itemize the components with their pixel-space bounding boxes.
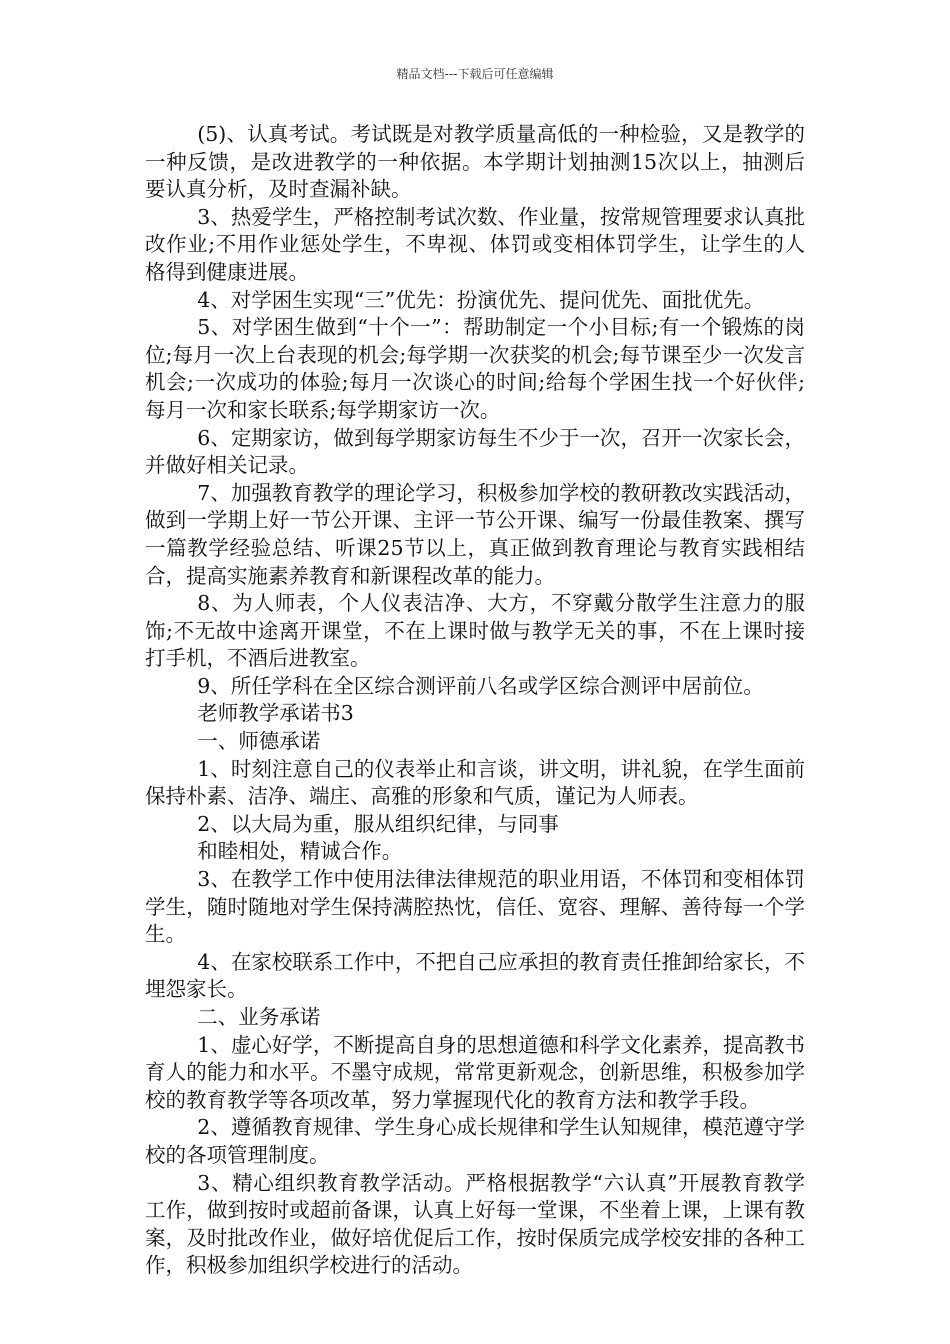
paragraph: 3、热爱学生，严格控制考试次数、作业量，按常规管理要求认真批改作业;不用作业惩处学生，不卑视、体罚或变相体罚学生，让学生的人格得到健康进展。 — [145, 204, 805, 284]
paragraph: 和睦相处，精诚合作。 — [197, 839, 403, 864]
paragraph: 1、时刻注意自己的仪表举止和言谈，讲文明，讲礼貌，在学生面前保持朴素、洁净、端庄、高雅的形象和气质，谨记为人师表。 — [145, 756, 805, 809]
paragraph: 4、对学困生实现“三”优先：扮演优先、提问优先、面批优先。 — [197, 287, 765, 312]
paragraph: 4、在家校联系工作中，不把自己应承担的教育责任推卸给家长，不埋怨家长。 — [145, 949, 805, 1002]
section-heading: 一、师德承诺 — [197, 729, 321, 754]
page-header: 精品文档---下载后可任意编辑 — [396, 67, 554, 81]
paragraph: 8、为人师表，个人仪表洁净、大方，不穿戴分散学生注意力的服饰;不无故中途离开课堂，不在上课时做与教学无关的事，不在上课时接打手机，不酒后进教室。 — [145, 591, 805, 671]
section-title: 老师教学承诺书3 — [197, 701, 354, 726]
paragraph: 5、对学困生做到“十个一”：帮助制定一个小目标;有一个锻炼的岗位;每月一次上台表现的机会;每学期一次获奖的机会;每节课至少一次发言机会;一次成功的体验;每月一次谈心的时间;给每个学困生找一个好伙伴;每月一次和家长联系;每学期家访一次。 — [145, 315, 805, 422]
paragraph: 9、所任学科在全区综合测评前八名或学区综合测评中居前位。 — [197, 673, 764, 698]
paragraph: 1、虚心好学，不断提高自身的思想道德和科学文化素养，提高教书育人的能力和水平。不墨守成规，常常更新观念，创新思维，积极参加学校的教育教学等各项改革，努力掌握现代化的教育方法和教学手段。 — [145, 1032, 805, 1112]
paragraph: 6、定期家访，做到每学期家访每生不少于一次，召开一次家长会，并做好相关记录。 — [145, 425, 805, 478]
paragraph: 3、在教学工作中使用法律法律规范的职业用语，不体罚和变相体罚学生，随时随地对学生保持满腔热忱，信任、宽容、理解、善待每一个学生。 — [145, 867, 805, 947]
paragraph: 2、遵循教育规律、学生身心成长规律和学生认知规律，模范遵守学校的各项管理制度。 — [145, 1115, 805, 1167]
paragraph: 3、精心组织教育教学活动。严格根据教学“六认真”开展教育教学工作，做到按时或超前备课，认真上好每一堂课，不坐着上课，上课有教案，及时批改作业，做好培优促后工作，按时保质完成学校安排的各种工作，积极参加组织学校进行的活动。 — [145, 1170, 805, 1278]
paragraph: 2、以大局为重，服从组织纪律，与同事 — [197, 811, 559, 836]
paragraph: (5)、认真考试。考试既是对教学质量高低的一种检验，又是教学的一种反馈，是改进教学的一种依据。本学期计划抽测15次以上，抽测后要认真分析，及时查漏补缺。 — [145, 122, 805, 202]
section-heading: 二、业务承诺 — [197, 1005, 321, 1029]
document-body — [145, 121, 805, 1280]
paragraph: 7、加强教育教学的理论学习，积极参加学校的教研教改实践活动，做到一学期上好一节公开课、主评一节公开课、编写一份最佳教案、撰写一篇教学经验总结、听课25节以上，真正做到教育理论与教育实践相结合，提高实施素养教育和新课程改革的能力。 — [145, 480, 805, 588]
